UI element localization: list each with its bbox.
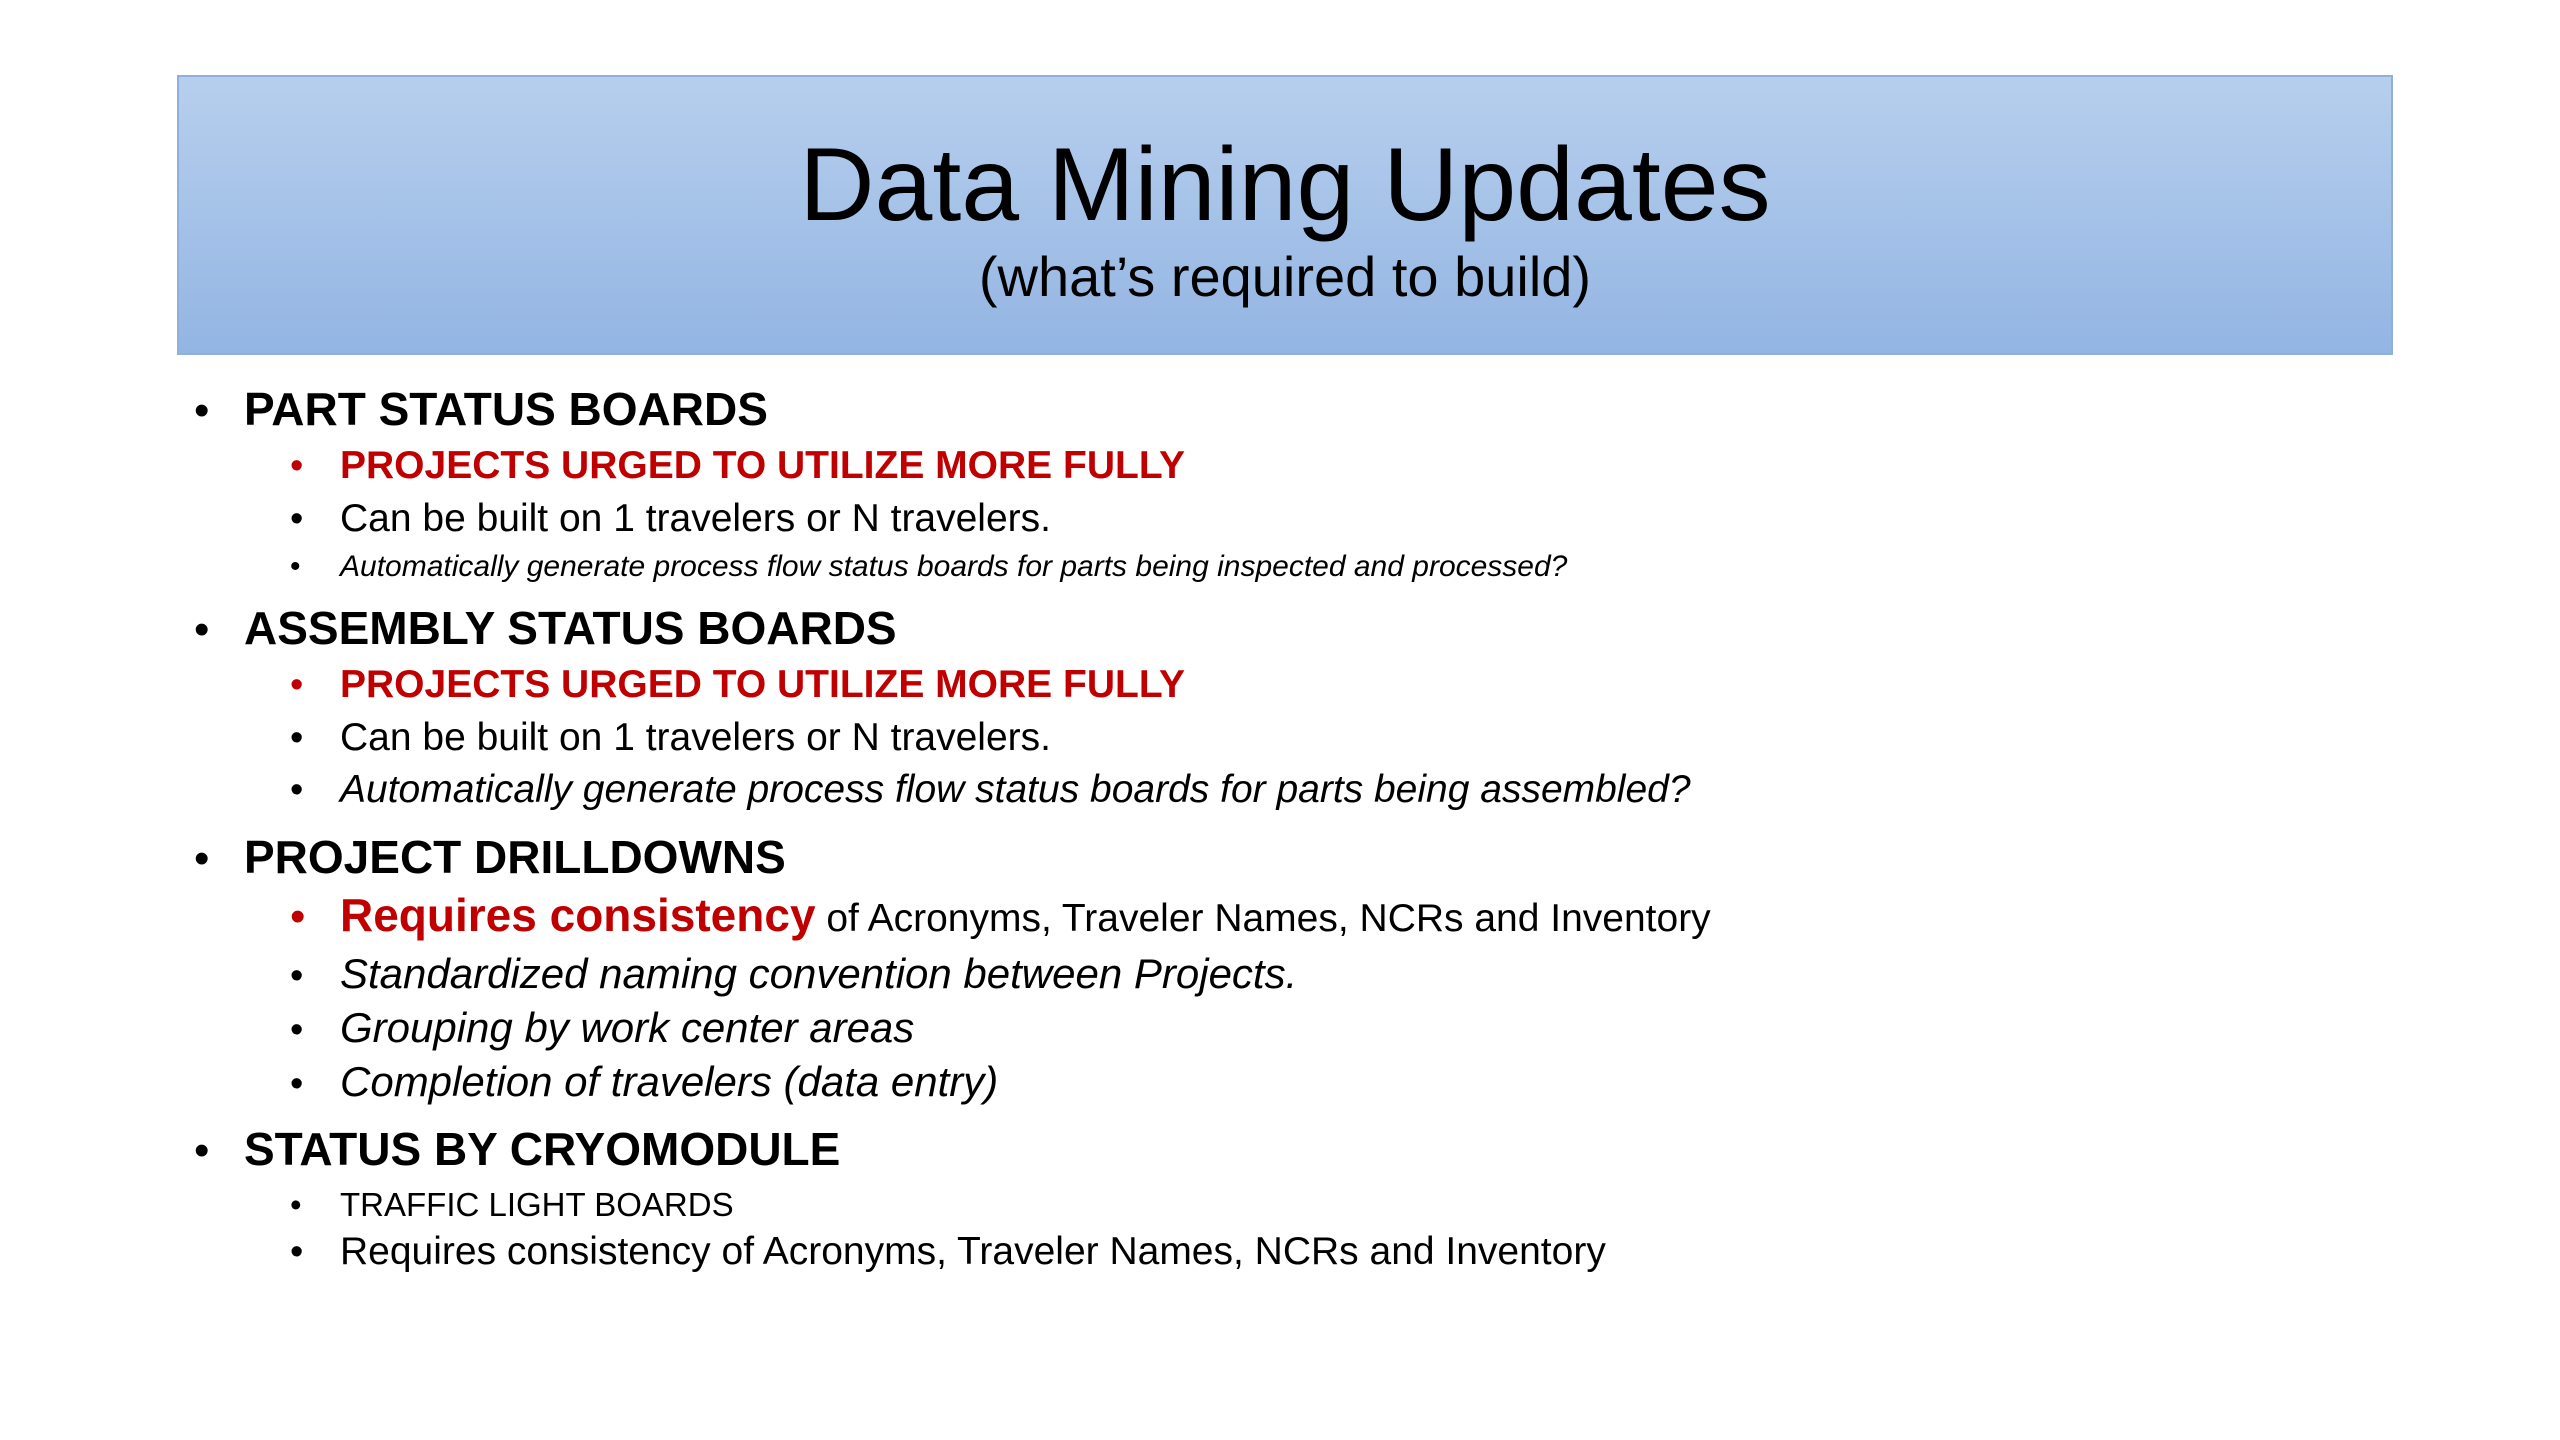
bullet-glyph: • [290,664,304,706]
list-item [290,716,1051,760]
list-item-text: Completion of travelers (data entry) [340,1058,999,1105]
slide-subtitle: (what’s required to build) [978,245,1592,308]
list-item-text: Automatically generate process flow status boards for parts being assembled? [340,768,1691,811]
list-item-text: Requires consistency of Acronyms, Traveler Names, NCRs and Inventory [340,1230,1606,1273]
bullet-glyph: • [290,445,304,487]
bullet-glyph: • [194,605,210,654]
bullet-glyph: • [194,1126,210,1175]
section-heading-part-status-boards [194,382,768,436]
bullet-glyph: • [290,1231,304,1273]
bullet-glyph: • [290,717,304,759]
list-item [290,1186,734,1224]
bullet-glyph: • [290,1063,304,1105]
list-item [290,950,1297,998]
list-item-text: Can be built on 1 travelers or N travelers. [340,716,1051,759]
section-heading-assembly-status-boards [194,601,897,655]
bullet-glyph: • [194,386,210,435]
bullet-glyph: • [290,1009,304,1051]
list-item [290,444,1185,488]
bullet-glyph: • [290,550,301,583]
list-item [290,550,1567,584]
bullet-glyph: • [290,955,304,997]
list-item [290,1004,914,1052]
section-heading-text: PROJECT DRILLDOWNS [244,831,786,883]
list-item [290,1230,1606,1274]
bullet-glyph: • [290,892,306,941]
list-item [290,663,1185,707]
rest-text: of Acronyms, Traveler Names, NCRs and Inventory [815,897,1711,940]
list-item-text: Can be built on 1 travelers or N travelers. [340,497,1051,540]
list-item-text: Grouping by work center areas [340,1004,915,1051]
section-heading-text: STATUS BY CRYOMODULE [244,1123,841,1175]
list-item [290,1058,998,1106]
bullet-glyph: • [290,1186,302,1223]
list-item-text: Automatically generate process flow status boards for parts being inspected and processed? [340,550,1568,583]
list-item [290,768,1691,812]
bullet-glyph: • [290,769,304,811]
slide-title: Data Mining Updates [799,127,1771,243]
list-item-text: PROJECTS URGED TO UTILIZE MORE FULLY [340,444,1186,487]
bullet-glyph: • [290,498,304,540]
section-heading-text: ASSEMBLY STATUS BOARDS [244,602,897,654]
emphasis-text: Requires consistency [340,889,816,941]
list-item-text: PROJECTS URGED TO UTILIZE MORE FULLY [340,663,1186,706]
section-heading-status-by-cryomodule [194,1122,840,1176]
bullet-glyph: • [194,834,210,883]
list-item-text: TRAFFIC LIGHT BOARDS [340,1186,734,1223]
list-item [290,888,1711,942]
section-heading-text: PART STATUS BOARDS [244,383,768,435]
section-heading-project-drilldowns [194,830,786,884]
list-item-text: Standardized naming convention between Projects. [340,950,1298,997]
list-item-text [340,888,1711,942]
list-item [290,497,1051,541]
